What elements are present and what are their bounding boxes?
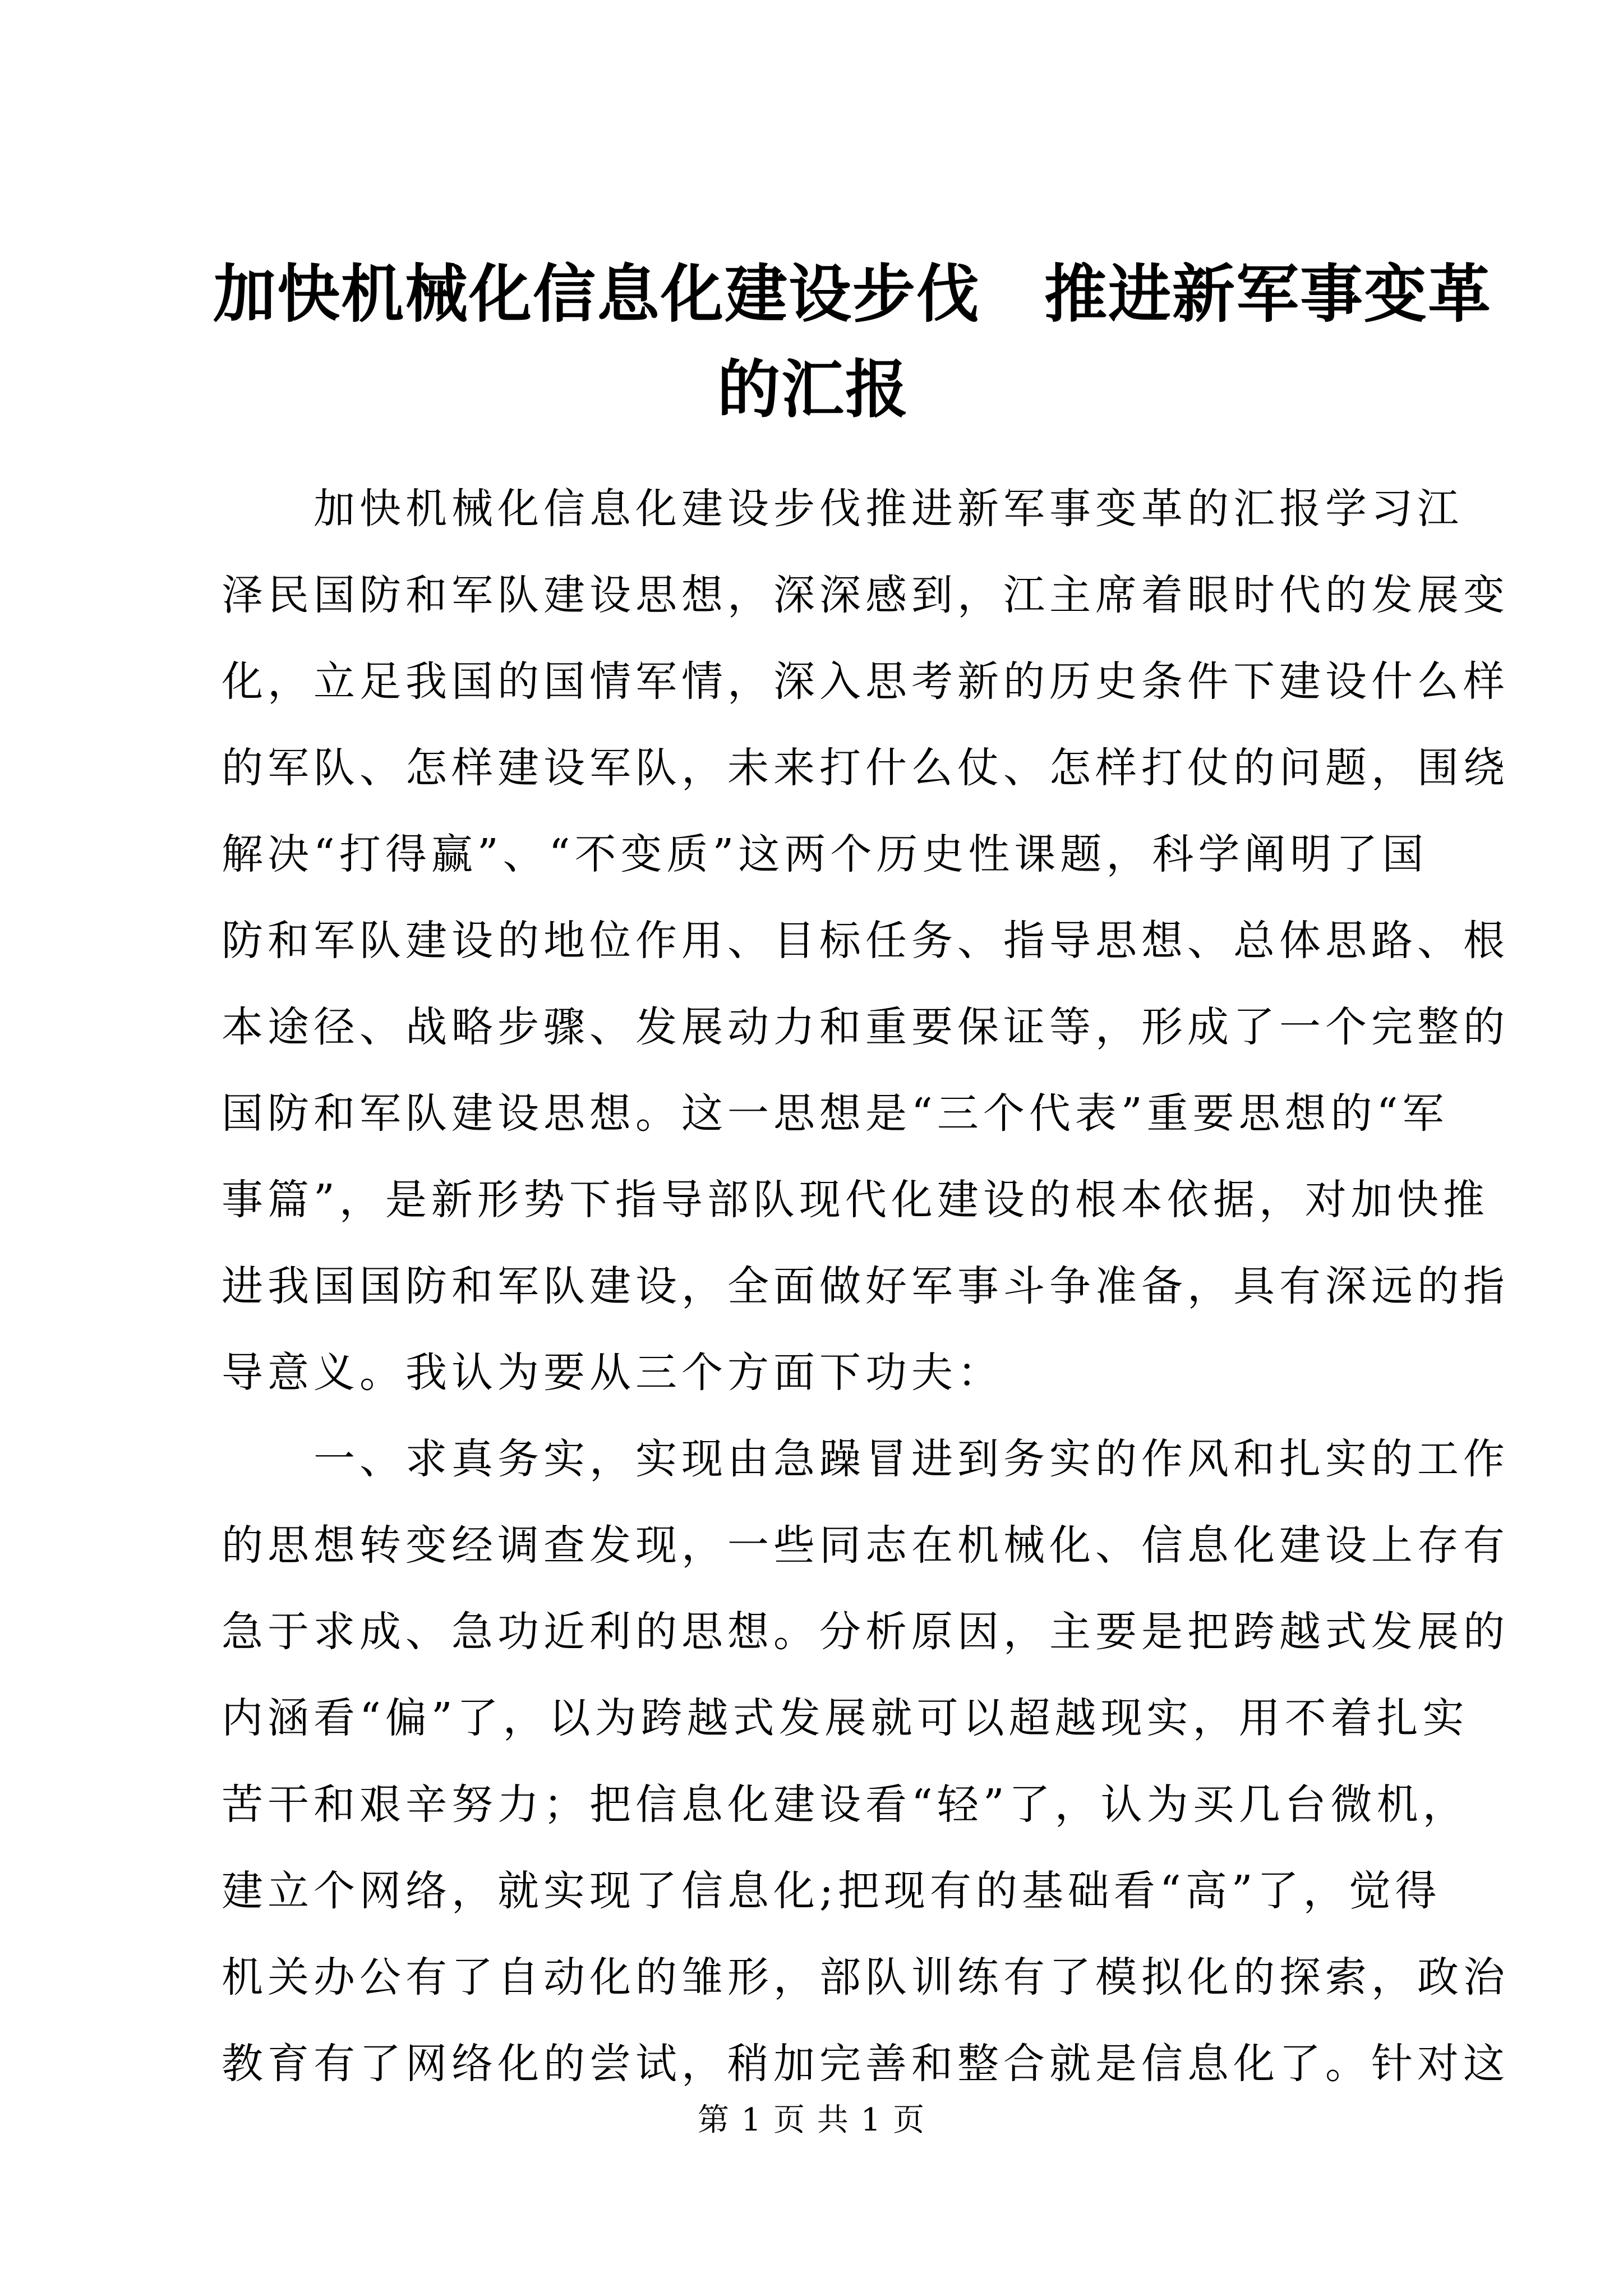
text-line: 防和军队建设的地位作用、目标任务、指导思想、总体思路、根 — [222, 917, 1509, 965]
text-line: 苦干和艰辛努力；把信息化建设看“轻”了，认为买几台微机， — [222, 1780, 1469, 1829]
text-line: 的思想转变经调查发现，一些同志在机械化、信息化建设上存有 — [222, 1521, 1509, 1570]
text-line: 急于求成、急功近利的思想。分析原因，主要是把跨越式发展的 — [222, 1608, 1509, 1656]
text-line: 本途径、战略步骤、发展动力和重要保证等，形成了一个完整的 — [222, 1003, 1509, 1051]
text-line: 化，立足我国的国情军情，深入思考新的历史条件下建设什么样 — [222, 657, 1509, 706]
text-line: 加快机械化信息化建设步伐推进新军事变革的汇报学习江 — [222, 485, 1463, 533]
text-line: 的军队、怎样建设军队，未来打什么仗、怎样打仗的问题，围绕 — [222, 744, 1509, 792]
paragraph-intro — [222, 466, 1509, 1416]
page-footer — [0, 2101, 1623, 2140]
text-line: 一、求真务实，实现由急躁冒进到务实的作风和扎实的工作 — [222, 1435, 1509, 1483]
text-line: 建立个网络，就实现了信息化;把现有的基础看“高”了，觉得 — [222, 1867, 1441, 1915]
text-line: 教育有了网络化的尝试，稍加完善和整合就是信息化了。针对这 — [222, 2040, 1509, 2088]
title-line-1: 加快机械化信息化建设步伐 推进新军事变革 — [213, 257, 1492, 331]
text-line: 国防和军队建设思想。这一思想是“三个代表”重要思想的“军 — [222, 1089, 1449, 1138]
page-number: 第 1 页 共 1 页 — [697, 2102, 926, 2138]
text-line: 进我国国防和军队建设，全面做好军事斗争准备，具有深远的指 — [222, 1262, 1509, 1310]
title-line-2: 的汇报 — [717, 353, 909, 426]
text-line: 内涵看“偏”了，以为跨越式发展就可以超越现实，用不着扎实 — [222, 1694, 1469, 1742]
text-line: 导意义。我认为要从三个方面下功夫： — [222, 1349, 1003, 1397]
text-line: 机关办公有了自动化的雏形，部队训练有了模拟化的探索，政治 — [222, 1953, 1509, 2001]
document-body — [222, 466, 1509, 2107]
paragraph-section-1 — [222, 1416, 1509, 2107]
text-line: 解决“打得赢”、“不变质”这两个历史性课题，科学阐明了国 — [222, 830, 1428, 878]
document-title — [213, 247, 1492, 438]
text-line: 事篇”，是新形势下指导部队现代化建设的根本依据，对加快推 — [222, 1176, 1489, 1224]
text-line: 泽民国防和军队建设思想，深深感到，江主席着眼时代的发展变 — [222, 571, 1509, 619]
